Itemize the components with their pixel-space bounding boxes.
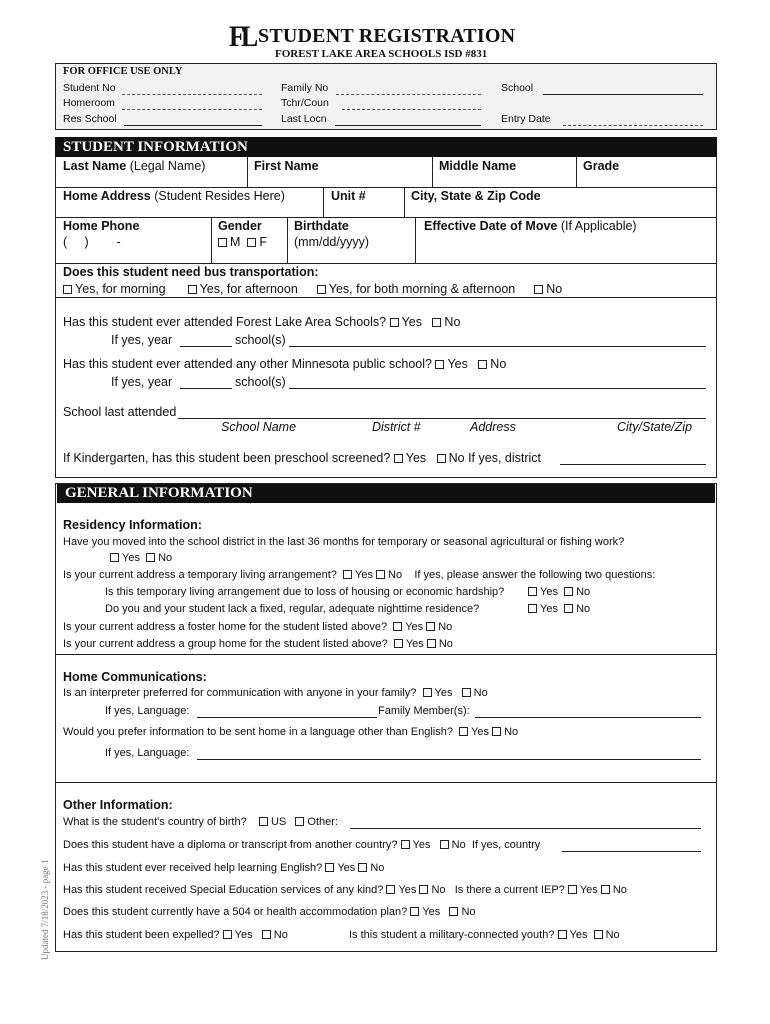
mn-year-label: If yes, year [111,375,173,389]
bus-afternoon-checkbox[interactable] [188,285,197,294]
res-q2-note: If yes, please answer the following two questions: [414,569,656,581]
gender-f-label: F [259,235,268,249]
mn-schools-label: school(s) [235,375,286,389]
oi-iep-yes-checkbox[interactable] [568,885,577,894]
res-q4-options [528,603,590,615]
col-divider [415,217,416,263]
mn-no-checkbox[interactable] [478,360,487,369]
oi-iep-yes-label: Yes [579,884,598,896]
hc-q1-text: Is an interpreter preferred for communication with anyone in your family? [63,687,417,699]
kinder-question-text: If Kindergarten, has this student been preschool screened? [63,451,391,465]
flas-year-label: If yes, year [111,333,173,347]
oi-q2-country-label: If yes, country [471,839,541,851]
flas-yes-checkbox[interactable] [390,318,399,327]
kinder-district-field[interactable] [560,464,706,465]
oi-q2-country-field[interactable] [562,851,701,852]
res-q5-no-checkbox[interactable] [426,622,435,631]
oi-q4-text: Has this student received Special Education services of any kind? [63,884,384,896]
col-divider [287,217,288,263]
res-q3-yes-checkbox[interactable] [528,587,537,596]
res-q4-yes-checkbox[interactable] [528,604,537,613]
home-phone-label: Home Phone [63,219,140,233]
effective-date-label: Effective Date of Move [424,219,558,233]
res-q5-yes-checkbox[interactable] [393,622,402,631]
bus-options [63,282,562,296]
section-divider [55,782,717,783]
hc-language2-field[interactable] [197,759,701,760]
flas-schools-label: school(s) [235,333,286,347]
office-heading: FOR OFFICE USE ONLY [63,66,183,77]
bus-morning-label: Yes, for morning [75,282,166,296]
res-q4: Do you and your student lack a fixed, regular, adequate nighttime residence? [105,603,480,615]
flas-no-label: No [444,315,461,329]
col-divider [323,187,324,217]
school-name-caption: School Name [221,420,297,434]
office-entry-date-field[interactable] [563,125,703,126]
page-subtitle: FOREST LAKE AREA SCHOOLS ISD #831 [275,48,488,60]
res-q6-no-checkbox[interactable] [427,639,436,648]
res-q6-yes-label: Yes [405,638,424,650]
kinder-yes-checkbox[interactable] [394,454,403,463]
page-title: STUDENT REGISTRATION [258,25,516,47]
effective-date-note: (If Applicable) [557,219,637,233]
hc-q1-no-checkbox[interactable] [462,688,471,697]
mn-question-text: Has this student ever attended any other Minnesota public school? [63,357,432,371]
col-divider [404,187,405,217]
res-q2-no-checkbox[interactable] [376,570,385,579]
res-q6 [63,638,453,650]
last-attended-label: School last attended [63,405,177,419]
office-school-label: School [501,82,534,94]
hc-q2-text: Would you prefer information to be sent home in a language other than English? [63,726,453,738]
flas-schools-field[interactable] [289,346,706,347]
hc-q2-yes-label: Yes [471,726,490,738]
oi-q6-yes-checkbox[interactable] [223,930,232,939]
city-state-zip-caption: City/State/Zip [617,420,693,434]
last-name-field[interactable] [63,159,205,173]
grade-field[interactable]: Grade [583,159,620,173]
hc-q2-yes-checkbox[interactable] [459,727,468,736]
birthdate-label: Birthdate [294,219,349,233]
oi-q1-text: What is the student's country of birth? [63,816,247,828]
oi-q6-no-label: No [273,929,288,941]
mn-year-field[interactable] [180,388,232,389]
first-name-field[interactable]: First Name [254,159,319,173]
res-q2-text: Is your current address a temporary living arrangement? [63,569,337,581]
office-tchr-coun-label: Tchr/Coun [281,97,329,109]
office-homeroom-field[interactable] [122,109,262,110]
bus-question: Does this student need bus transportation: [63,265,319,279]
oi-q2-yes-label: Yes [412,839,431,851]
kinder-yes-label: Yes [405,451,427,465]
res-q6-text: Is your current address a group home for the student listed above? [63,638,388,650]
oi-q2-no-label: No [451,839,466,851]
oi-us-checkbox[interactable] [259,817,268,826]
last-name-label: Last Name [63,159,127,173]
res-q1-yes-checkbox[interactable] [110,553,119,562]
col-divider [576,157,577,187]
oi-q2-yes-checkbox[interactable] [401,840,410,849]
flas-no-checkbox[interactable] [432,318,441,327]
home-phone-field[interactable]: ( ) - [63,235,121,249]
col-divider [211,217,212,263]
bus-both-label: Yes, for both morning & afternoon [328,282,516,296]
oi-q1 [63,816,338,828]
oi-q4-iep-label: Is there a current IEP? [454,884,565,896]
res-q4-no-checkbox[interactable] [564,604,573,613]
flas-question-text: Has this student ever attended Forest Lake Area Schools? [63,315,387,329]
hc-q2 [63,726,518,738]
row-divider [55,263,717,264]
res-q1-options [110,552,172,564]
oi-q5-yes-checkbox[interactable] [410,907,419,916]
middle-name-field[interactable]: Middle Name [439,159,517,173]
res-q1-yes-text: Yes [122,552,140,564]
oi-q6-no-checkbox[interactable] [262,930,271,939]
mn-schools-field[interactable] [289,388,706,389]
flas-year-field[interactable] [180,346,232,347]
hc-family-label: Family Member(s): [378,705,470,717]
mn-question [63,357,506,371]
res-q3-yes-label: Yes [540,586,558,598]
oi-other-field[interactable] [350,828,701,829]
res-q5-yes-label: Yes [405,621,424,633]
oi-q4-yes-checkbox[interactable] [386,885,395,894]
res-q6-yes-checkbox[interactable] [394,639,403,648]
bus-no-label: No [546,282,563,296]
res-q5 [63,621,452,633]
gender-m-checkbox[interactable] [218,238,227,247]
bus-no-checkbox[interactable] [534,285,543,294]
col-divider [432,157,433,187]
gender-label: Gender [218,219,262,233]
kinder-no-label: No [448,451,465,465]
updated-note: Updated 7/18/2023 - page 1 [40,859,50,960]
res-q1-no-label: No [158,552,173,564]
home-comm-heading: Home Communications: [63,670,207,684]
hc-q1-no-label: No [473,687,488,699]
mn-yes-label: Yes [447,357,468,371]
office-tchr-coun-field[interactable] [342,109,481,110]
res-q5-text: Is your current address a foster home for the student listed above? [63,621,388,633]
last-attended-field[interactable] [178,418,706,419]
flas-question [63,315,460,329]
oi-q5-no-checkbox[interactable] [449,907,458,916]
oi-iep-no-checkbox[interactable] [601,885,610,894]
oi-q2-no-checkbox[interactable] [440,840,449,849]
col-divider [247,157,248,187]
res-q4-no-label: No [576,603,591,615]
section-divider [55,654,717,655]
oi-q5-no-label: No [461,906,476,918]
oi-q5 [63,906,476,918]
row-divider [55,297,717,298]
district-no-caption: District # [372,420,421,434]
res-q2-yes-checkbox[interactable] [343,570,352,579]
home-address-label: Home Address [63,189,151,203]
oi-military-no-checkbox[interactable] [594,930,603,939]
oi-q3-no-checkbox[interactable] [358,863,367,872]
oi-military-yes-label: Yes [569,929,588,941]
hc-family-field[interactable] [475,717,701,718]
office-homeroom-label: Homeroom [63,97,115,109]
kinder-no-checkbox[interactable] [437,454,446,463]
flas-yes-label: Yes [401,315,422,329]
oi-q3-text: Has this student ever received help learning English? [63,862,323,874]
kinder-district-label: If yes, district [468,451,542,465]
office-family-no-label: Family No [281,82,329,94]
oi-q3-yes-label: Yes [337,862,356,874]
oi-q6-text: Has this student been expelled? [63,929,220,941]
effective-date-field[interactable] [424,219,637,233]
oi-other-label: Other: [307,816,338,828]
res-q3-no-checkbox[interactable] [564,587,573,596]
res-q2-yes-label: Yes [355,569,373,581]
office-family-no-field[interactable] [336,94,481,95]
res-q3: Is this temporary living arrangement due to loss of housing or economic hardship? [105,586,505,598]
hc-q1-yes-label: Yes [434,687,453,699]
res-q4-yes-label: Yes [540,603,558,615]
logo: FL [229,19,255,54]
oi-us-label: US [270,816,287,828]
res-q1-no-checkbox[interactable] [146,553,155,562]
hc-q1-yes-checkbox[interactable] [423,688,432,697]
oi-other-checkbox[interactable] [295,817,304,826]
office-student-no-label: Student No [63,82,116,94]
res-q3-no-label: No [576,586,591,598]
res-q3-options [528,586,590,598]
hc-language-field[interactable] [197,717,377,718]
hc-language-label: If yes, Language: [105,705,190,717]
address-caption: Address [470,420,516,434]
oi-q5-text: Does this student currently have a 504 or health accommodation plan? [63,906,408,918]
office-res-school-label: Res School [63,113,117,125]
oi-military-text: Is this student a military-connected youth? [349,929,555,941]
office-entry-date-label: Entry Date [501,113,551,125]
oi-q6-yes-label: Yes [234,929,253,941]
res-q5-no-label: No [438,621,453,633]
oi-military-yes-checkbox[interactable] [558,930,567,939]
oi-q4 [63,884,627,896]
res-q1: Have you moved into the school district in the last 36 months for temporary or seasonal agricultural or fishing work? [63,536,625,548]
home-address-note: (Student Resides Here) [150,189,285,203]
oi-q5-yes-label: Yes [422,906,441,918]
residency-heading: Residency Information: [63,518,202,532]
kinder-question [63,451,541,465]
oi-q6 [63,929,288,941]
last-name-note: (Legal Name) [126,159,206,173]
oi-q4-no-label: No [431,884,446,896]
gender-options [218,235,267,249]
mn-yes-checkbox[interactable] [435,360,444,369]
hc-q2-no-checkbox[interactable] [492,727,501,736]
office-last-locn-label: Last Locn [281,113,327,125]
office-student-no-field[interactable] [122,94,262,95]
res-q2-no-label: No [388,569,403,581]
oi-q3 [63,862,384,874]
bus-both-checkbox[interactable] [317,285,326,294]
oi-military [349,929,620,941]
oi-q2 [63,839,540,851]
birthdate-field[interactable]: (mm/dd/yyyy) [294,235,369,249]
oi-iep-no-label: No [612,884,627,896]
office-last-locn-field[interactable] [335,125,481,126]
hc-q2-no-label: No [504,726,519,738]
home-address-field[interactable] [63,189,285,203]
bus-morning-checkbox[interactable] [63,285,72,294]
row-divider [55,187,717,188]
oi-q3-yes-checkbox[interactable] [325,863,334,872]
res-q2 [63,569,655,581]
oi-q4-yes-label: Yes [398,884,417,896]
hc-q1 [63,687,488,699]
gender-m-label: M [230,235,241,249]
office-res-school-field[interactable] [124,125,262,126]
city-state-zip-field[interactable]: City, State & Zip Code [411,189,541,203]
hc-language2-label: If yes, Language: [105,747,190,759]
oi-q2-text: Does this student have a diploma or transcript from another country? [63,839,398,851]
oi-q3-no-label: No [370,862,385,874]
unit-field[interactable]: Unit # [331,189,366,203]
office-school-field[interactable] [543,94,703,95]
other-heading: Other Information: [63,798,173,812]
oi-q4-no-checkbox[interactable] [419,885,428,894]
row-divider [55,217,717,218]
oi-military-no-label: No [605,929,620,941]
res-q6-no-label: No [438,638,453,650]
mn-no-label: No [490,357,507,371]
gender-f-checkbox[interactable] [247,238,256,247]
student-info-header: STUDENT INFORMATION [55,137,717,157]
general-info-header: GENERAL INFORMATION [57,484,715,503]
bus-afternoon-label: Yes, for afternoon [199,282,298,296]
